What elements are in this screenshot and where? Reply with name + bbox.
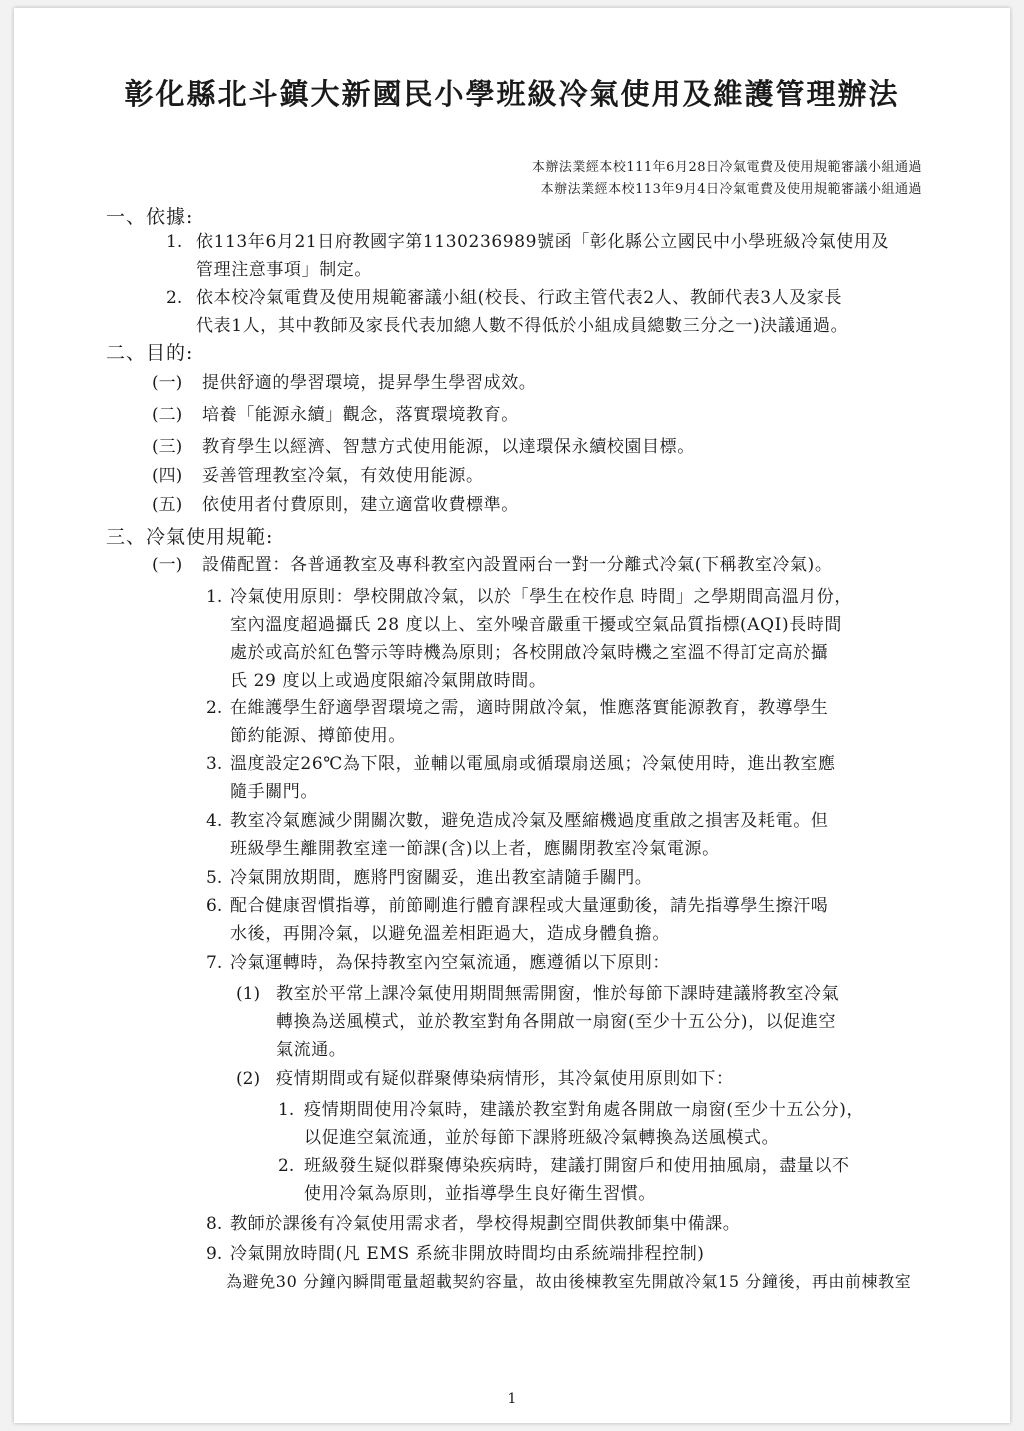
item-number: 1. <box>206 587 223 607</box>
item-number: 9. <box>206 1244 223 1264</box>
text-line: 依本校冷氣電費及使用規範審議小組(校長、行政主管代表2人、教師代表3人及家長 <box>196 288 843 308</box>
text-line: 疫情期間或有疑似群聚傳染病情形，其冷氣使用原則如下： <box>276 1069 734 1089</box>
item-number: (四) <box>152 466 183 486</box>
item-number: 1. <box>166 232 183 252</box>
text-line: 疫情期間使用冷氣時，建議於教室對角處各開啟一扇窗(至少十五公分)， <box>304 1100 865 1120</box>
section-3-heading: 三、冷氣使用規範: <box>106 526 274 548</box>
text-line: 班級學生離開教室達一節課(含)以上者，應關閉教室冷氣電源。 <box>230 839 720 859</box>
item-number: (2) <box>236 1069 261 1089</box>
item-number: 2. <box>166 288 183 308</box>
text-line: 節約能源、撙節使用。 <box>230 726 406 746</box>
item-number: 6. <box>206 896 223 916</box>
text-line: 依113年6月21日府教國字第1130236989號函「彰化縣公立國民中小學班級冷氣使用及 <box>196 232 890 252</box>
approval-note-2: 本辦法業經本校113年9月4日冷氣電費及使用規範審議小組通過 <box>540 182 922 197</box>
text-line: 管理注意事項」制定。 <box>196 260 372 280</box>
text-line: 室內溫度超過攝氏 28 度以上、室外噪音嚴重干擾或空氣品質指標(AQI)長時間 <box>230 615 843 635</box>
text-line: 冷氣開放期間，應將門窗關妥，進出教室請隨手關門。 <box>230 868 653 888</box>
section-2-heading: 二、目的: <box>106 342 194 364</box>
text-line: 提供舒適的學習環境，提昇學生學習成效。 <box>202 373 537 393</box>
text-line: 以促進空氣流通，並於每節下課將班級冷氣轉換為送風模式。 <box>304 1128 780 1148</box>
text-line: 冷氣開放時間(凡 EMS 系統非開放時間均由系統端排程控制) <box>230 1244 705 1264</box>
item-number: (一) <box>152 555 183 575</box>
section-1-heading: 一、依據: <box>106 206 194 228</box>
text-line: 教育學生以經濟、智慧方式使用能源，以達環保永續校園目標。 <box>202 437 695 457</box>
text-line: 處於或高於紅色警示等時機為原則；各校開啟冷氣時機之室溫不得訂定高於攝 <box>230 643 829 663</box>
text-line: 教室於平常上課冷氣使用期間無需開窗，惟於每節下課時建議將教室冷氣 <box>276 984 840 1004</box>
item-number: (一) <box>152 373 183 393</box>
text-line: 代表1人，其中教師及家長代表加總人數不得低於小組成員總數三分之一)決議通過。 <box>196 316 849 336</box>
text-line: 在維護學生舒適學習環境之需，適時開啟冷氣，惟應落實能源教育，教導學生 <box>230 698 829 718</box>
item-number: 2. <box>206 698 223 718</box>
item-number: (二) <box>152 405 183 425</box>
text-line: 班級發生疑似群聚傳染疾病時，建議打開窗戶和使用抽風扇，盡量以不 <box>304 1156 850 1176</box>
item-number: (1) <box>236 984 261 1004</box>
text-line: 轉換為送風模式，並於教室對角各開啟一扇窗(至少十五公分)，以促進空 <box>276 1012 837 1032</box>
item-number: (三) <box>152 437 183 457</box>
document-page <box>14 8 1010 1423</box>
text-line: 為避免30 分鐘內瞬間電量超載契約容量，故由後棟教室先開啟冷氣15 分鐘後，再由前棟教室 <box>226 1272 912 1291</box>
text-line: 配合健康習慣指導，前節剛進行體育課程或大量運動後，請先指導學生擦汗喝 <box>230 896 829 916</box>
text-line: 設備配置：各普通教室及專科教室內設置兩台一對一分離式冷氣(下稱教室冷氣)。 <box>202 555 833 575</box>
text-line: 依使用者付費原則，建立適當收費標準。 <box>202 495 519 515</box>
item-number: 5. <box>206 868 223 888</box>
text-line: 教師於課後有冷氣使用需求者，學校得規劃空間供教師集中備課。 <box>230 1214 741 1234</box>
document-title: 彰化縣北斗鎮大新國民小學班級冷氣使用及維護管理辦法 <box>124 77 900 111</box>
text-line: 使用冷氣為原則，並指導學生良好衛生習慣。 <box>304 1184 656 1204</box>
item-number: 1. <box>278 1100 295 1120</box>
item-number: (五) <box>152 495 183 515</box>
text-line: 冷氣運轉時，為保持教室內空氣流通，應遵循以下原則： <box>230 953 670 973</box>
item-number: 2. <box>278 1156 295 1176</box>
page-number: 1 <box>507 1391 517 1407</box>
text-line: 水後，再開冷氣，以避免溫差相距過大，造成身體負擔。 <box>230 924 670 944</box>
item-number: 3. <box>206 754 223 774</box>
text-line: 妥善管理教室冷氣，有效使用能源。 <box>202 466 484 486</box>
text-line: 培養「能源永續」觀念，落實環境教育。 <box>202 405 519 425</box>
item-number: 4. <box>206 811 223 831</box>
text-line: 溫度設定26℃為下限，並輔以電風扇或循環扇送風；冷氣使用時，進出教室應 <box>230 754 836 774</box>
text-line: 氣流通。 <box>276 1040 347 1060</box>
item-number: 8. <box>206 1214 223 1234</box>
text-line: 冷氣使用原則：學校開啟冷氣，以於「學生在校作息 時間」之學期間高溫月份， <box>230 587 853 607</box>
text-line: 教室冷氣應減少開關次數，避免造成冷氣及壓縮機過度重啟之損害及耗電。但 <box>230 811 829 831</box>
item-number: 7. <box>206 953 223 973</box>
text-line: 隨手關門。 <box>230 782 318 802</box>
approval-note-1: 本辦法業經本校111年6月28日冷氣電費及使用規範審議小組通過 <box>531 160 922 175</box>
text-line: 氏 29 度以上或過度限縮冷氣開啟時間。 <box>230 671 547 691</box>
